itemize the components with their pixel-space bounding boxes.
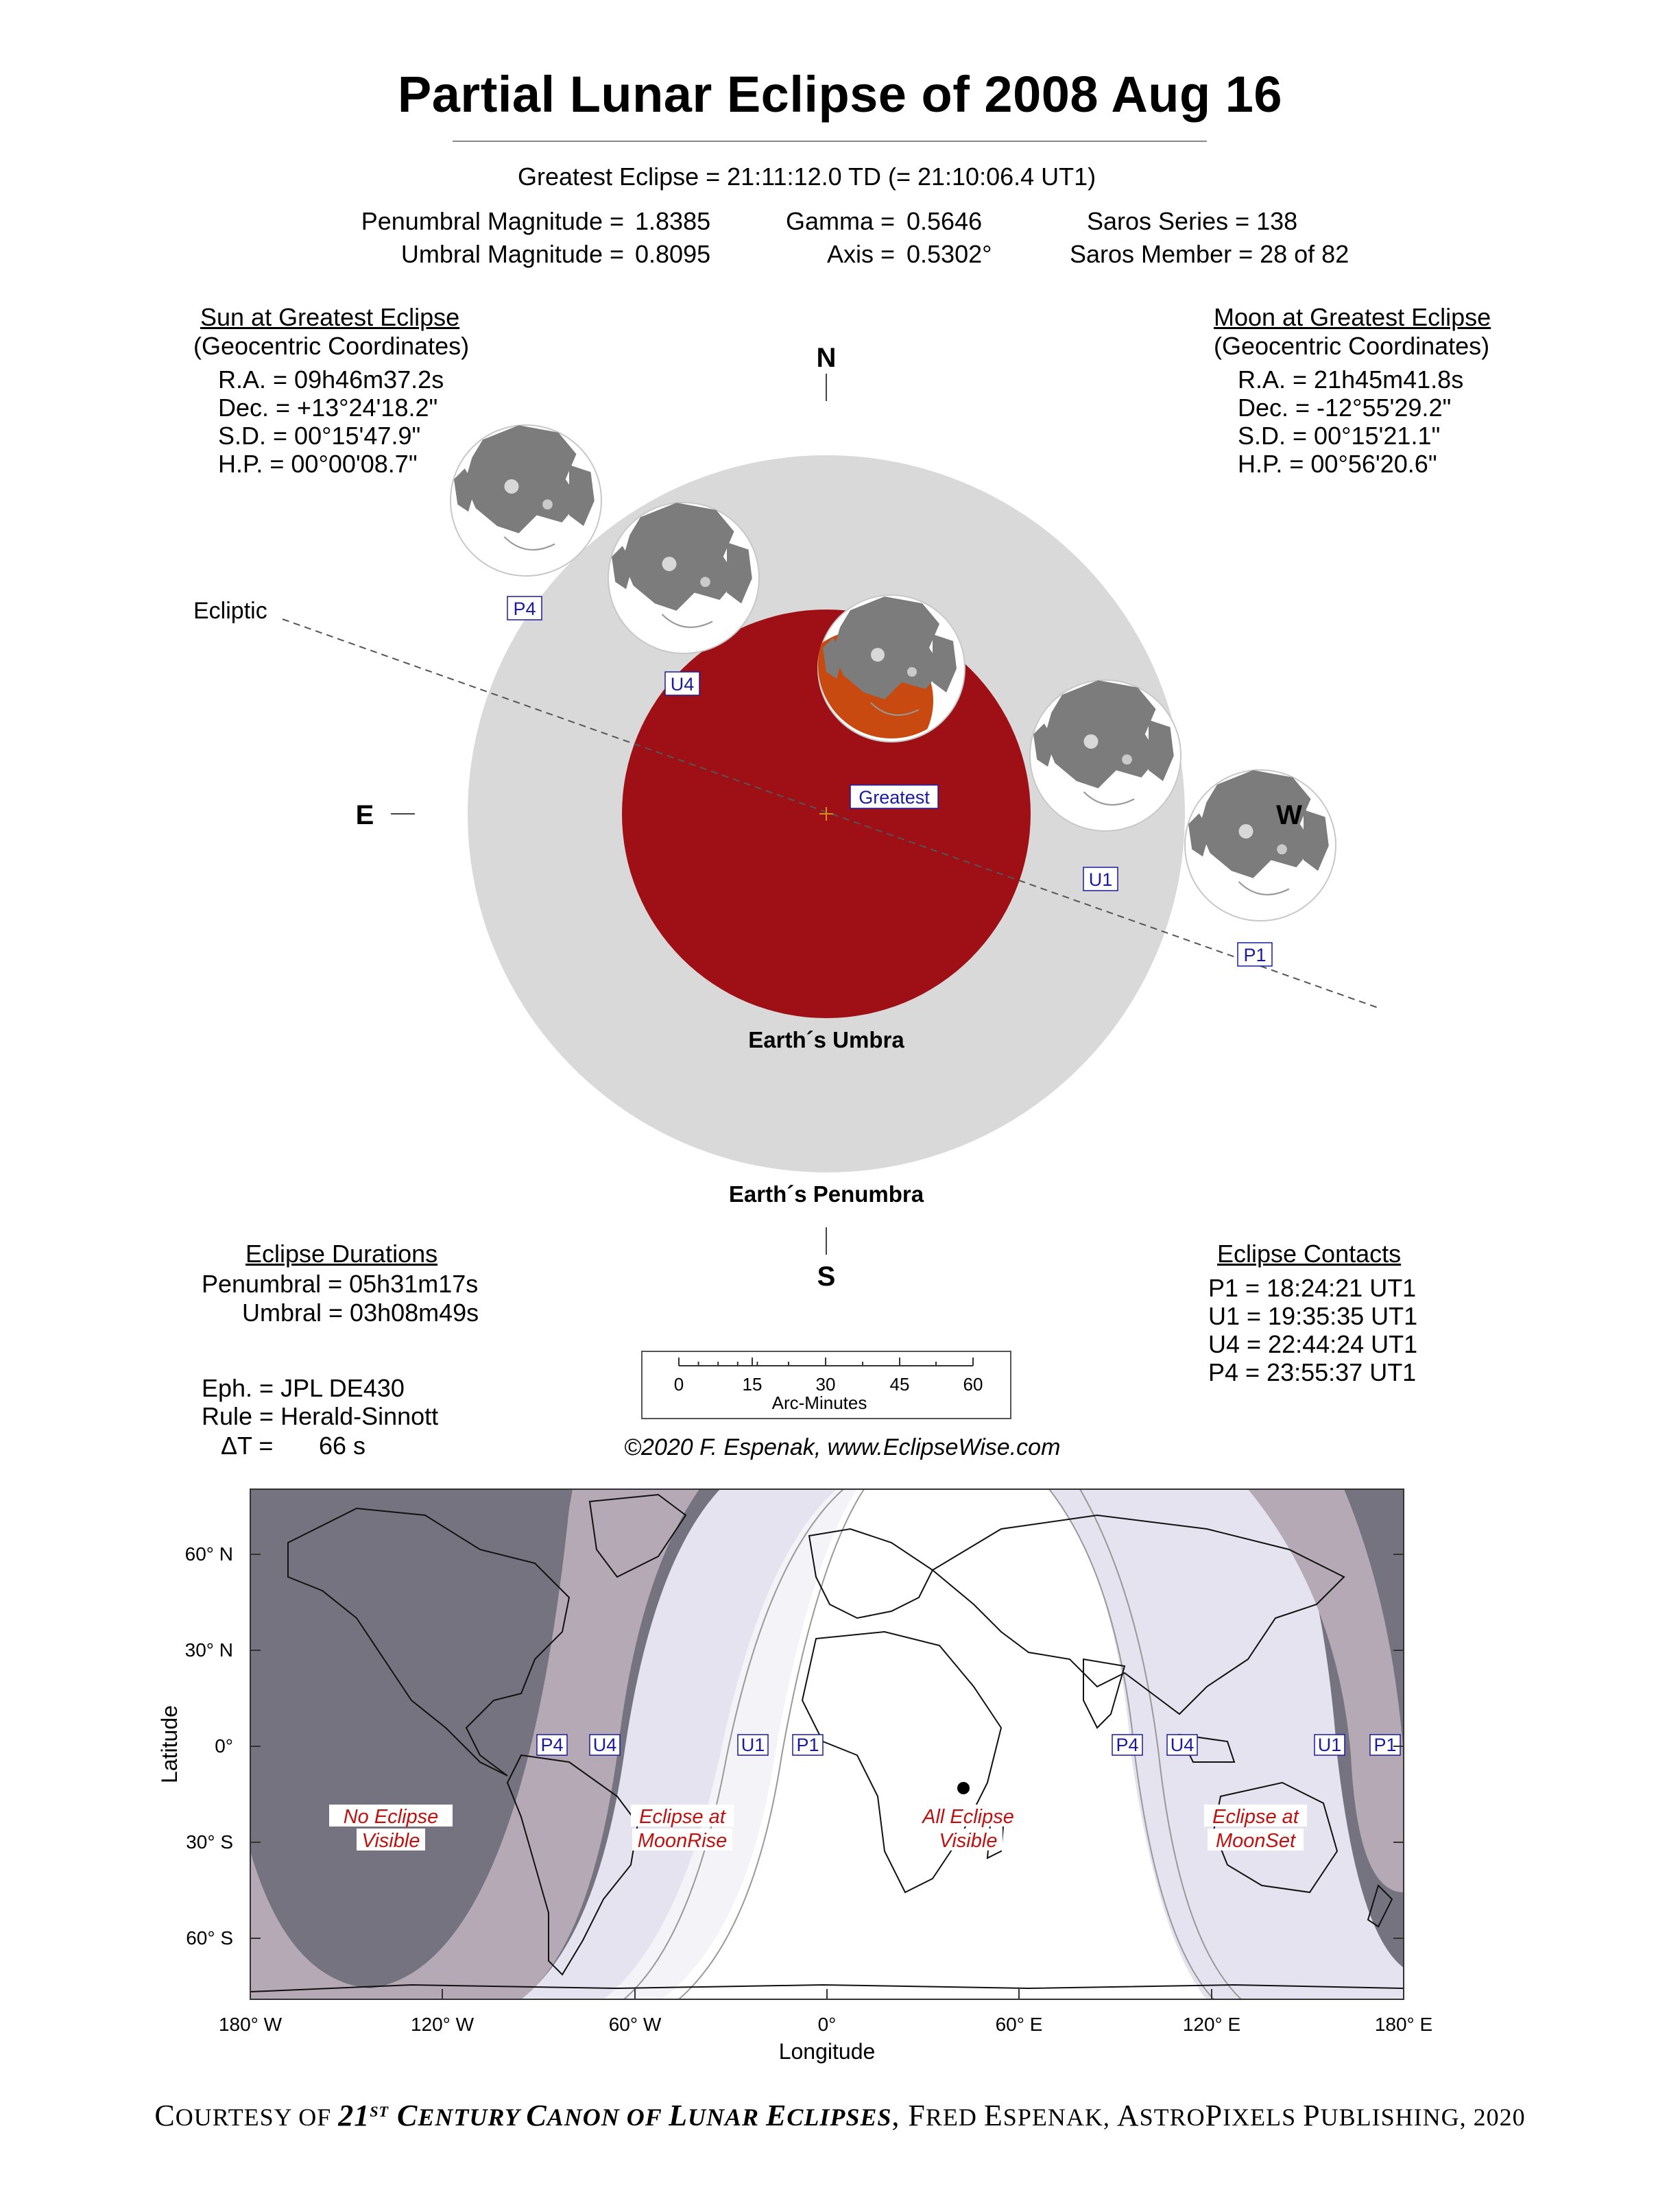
moonrise-label-2: MoonRise [637,1830,728,1852]
copyright: ©2020 F. Espenak, www.EclipseWise.com [624,1434,1061,1460]
map-contact-p1-east: P1 [1373,1735,1397,1755]
delta-t-value: 66 s [319,1432,366,1460]
courtesy-part: , F [891,2099,926,2132]
moonrise-label-1: Eclipse at [639,1806,725,1828]
greatest-eclipse-line: Greatest Eclipse = 21:11:12.0 TD (= 21:10:06.4 UT1) [518,162,1096,191]
lon-tick-180e: 180° E [1374,2014,1433,2035]
rule: Rule = Herald-Sinnott [202,1402,439,1430]
umbral-magnitude-value: 0.8095 [635,240,711,268]
greatest-label: Greatest [859,787,930,808]
penumbral-magnitude-value: 1.8385 [635,207,711,235]
sun-sd: S.D. = 00°15'47.9" [218,422,421,450]
scale-tick-45: 45 [889,1374,910,1395]
scale-tick-15: 15 [742,1374,763,1395]
duration-penumbral: Penumbral = 05h31m17s [202,1270,479,1298]
moon-ra: R.A. = 21h45m41.8s [1238,365,1464,394]
sun-ra: R.A. = 09h46m37.2s [218,365,444,394]
contact-label-u1: U1 [1088,869,1113,890]
saros-series: Saros Series = 138 [1087,207,1298,235]
courtesy-part: SPENAK, [1003,2103,1117,2131]
courtesy-part: UBLISHING, 2020 [1320,2103,1526,2131]
courtesy-part: ST [370,2103,389,2120]
courtesy-part: STRO [1139,2103,1205,2131]
gamma-value: 0.5646 [907,207,983,235]
ecliptic-label: Ecliptic [193,598,267,624]
courtesy-part: ENTURY [418,2103,527,2131]
scale-tick-30: 30 [815,1374,836,1395]
map-xlabel: Longitude [778,2039,876,2064]
durations-heading: Eclipse Durations [245,1240,438,1268]
courtesy-part: CLIPSES [787,2103,892,2131]
moon-p1 [1185,770,1336,921]
map-contact-u1-east: U1 [1317,1735,1342,1755]
moon-u1 [1030,680,1181,831]
courtesy-part: A [1116,2099,1140,2132]
map-contact-p4-east: P4 [1116,1735,1139,1755]
contact-p1: P1 = 18:24:21 UT1 [1208,1274,1417,1302]
duration-umbral: Umbral = 03h08m49s [242,1299,479,1327]
ephemeris: Eph. = JPL DE430 [202,1374,405,1402]
contact-p4: P4 = 23:55:37 UT1 [1208,1358,1417,1386]
courtesy-part: E [766,2099,787,2132]
map-contact-p1-west: P1 [796,1735,819,1755]
eclipse-diagram [0,315,1680,1289]
moonset-label-2: MoonSet [1215,1830,1296,1852]
west-label: W [1276,800,1302,830]
sun-heading: Sun at Greatest Eclipse [200,303,460,331]
lat-tick-60s: 60° S [186,1927,233,1949]
courtesy-line [0,2098,1680,2133]
sun-subheading: (Geocentric Coordinates) [193,332,470,360]
north-label: N [816,343,837,373]
umbra-label: Earth´s Umbra [748,1027,904,1052]
courtesy-part: C [526,2099,547,2132]
courtesy-part: C [154,2099,176,2132]
visibility-map [0,1474,1680,2091]
moon-u4 [608,503,759,653]
no-eclipse-label-1: No Eclipse [343,1806,439,1828]
courtesy-part: P [1303,2099,1321,2132]
no-eclipse-label-2: Visible [361,1830,420,1852]
umbral-magnitude-label: Umbral Magnitude = [400,240,624,268]
scale-tick-60: 60 [963,1374,983,1395]
sun-dec: Dec. = +13°24'18.2" [218,394,438,422]
penumbra-label: Earth´s Penumbra [728,1181,924,1207]
lat-tick-60n: 60° N [184,1543,233,1565]
delta-t-label: ΔT = [221,1432,274,1460]
courtesy-part: UNAR [687,2103,766,2131]
axis-label: Axis = [826,240,895,268]
contact-label-p1: P1 [1243,945,1267,965]
moon-sd: S.D. = 00°15'21.1" [1238,422,1441,450]
contact-u1: U1 = 19:35:35 UT1 [1208,1302,1418,1330]
map-contact-u1-west: U1 [741,1735,765,1755]
lat-tick-30n: 30° N [184,1639,233,1661]
east-label: E [355,800,374,830]
lon-tick-60e: 60° E [995,2014,1043,2035]
penumbral-magnitude-label: Penumbral Magnitude = [361,207,624,235]
courtesy-part: RED [925,2103,984,2131]
map-ylabel: Latitude [157,1705,182,1783]
lat-tick-30s: 30° S [186,1831,233,1853]
contacts-heading: Eclipse Contacts [1217,1240,1402,1268]
map-contact-u4-east: U4 [1170,1735,1195,1755]
axis-value: 0.5302° [907,240,992,268]
lon-tick-180w: 180° W [218,2014,283,2035]
saros-member: Saros Member = 28 of 82 [1070,240,1349,268]
moon-heading: Moon at Greatest Eclipse [1214,303,1491,331]
sun-hp: H.P. = 00°00'08.7" [218,450,418,478]
title-rule [453,141,1207,142]
gamma-label: Gamma = [785,207,895,235]
all-eclipse-label-2: Visible [939,1830,998,1852]
courtesy-part: E [983,2099,1003,2132]
moon-p4 [451,425,601,576]
moon-subheading: (Geocentric Coordinates) [1214,332,1490,360]
moonset-label-1: Eclipse at [1212,1806,1299,1828]
lon-tick-60w: 60° W [608,2014,662,2035]
map-contact-p4-west: P4 [540,1735,564,1755]
courtesy-part: P [1205,2099,1223,2132]
moon-hp: H.P. = 00°56'20.6" [1238,450,1437,478]
arc-minute-scale [641,1351,1011,1419]
lon-tick-0: 0° [817,2014,837,2035]
south-label: S [817,1262,836,1289]
contact-label-u4: U4 [670,674,695,695]
courtesy-part: 21 [338,2099,370,2132]
page-title: Partial Lunar Eclipse of 2008 Aug 16 [397,66,1283,123]
moon-dec: Dec. = -12°55'29.2" [1238,394,1452,422]
lat-tick-0: 0° [215,1735,233,1757]
courtesy-part: OURTESY OF [175,2103,339,2131]
courtesy-part: IXELS [1223,2103,1304,2131]
lon-tick-120e: 120° E [1182,2014,1241,2035]
contact-u4: U4 = 22:44:24 UT1 [1208,1330,1418,1358]
courtesy-part: L [669,2099,688,2132]
map-contact-u4-west: U4 [592,1735,617,1755]
scale-unit-label: Arc-Minutes [771,1393,867,1413]
courtesy-part: ANON OF [547,2103,669,2131]
contact-label-p4: P4 [513,599,536,619]
all-eclipse-label-1: All Eclipse [922,1806,1014,1828]
scale-tick-0: 0 [673,1374,684,1395]
lon-tick-120w: 120° W [410,2014,475,2035]
courtesy-part: C [388,2099,418,2132]
sublunar-point [957,1782,970,1794]
